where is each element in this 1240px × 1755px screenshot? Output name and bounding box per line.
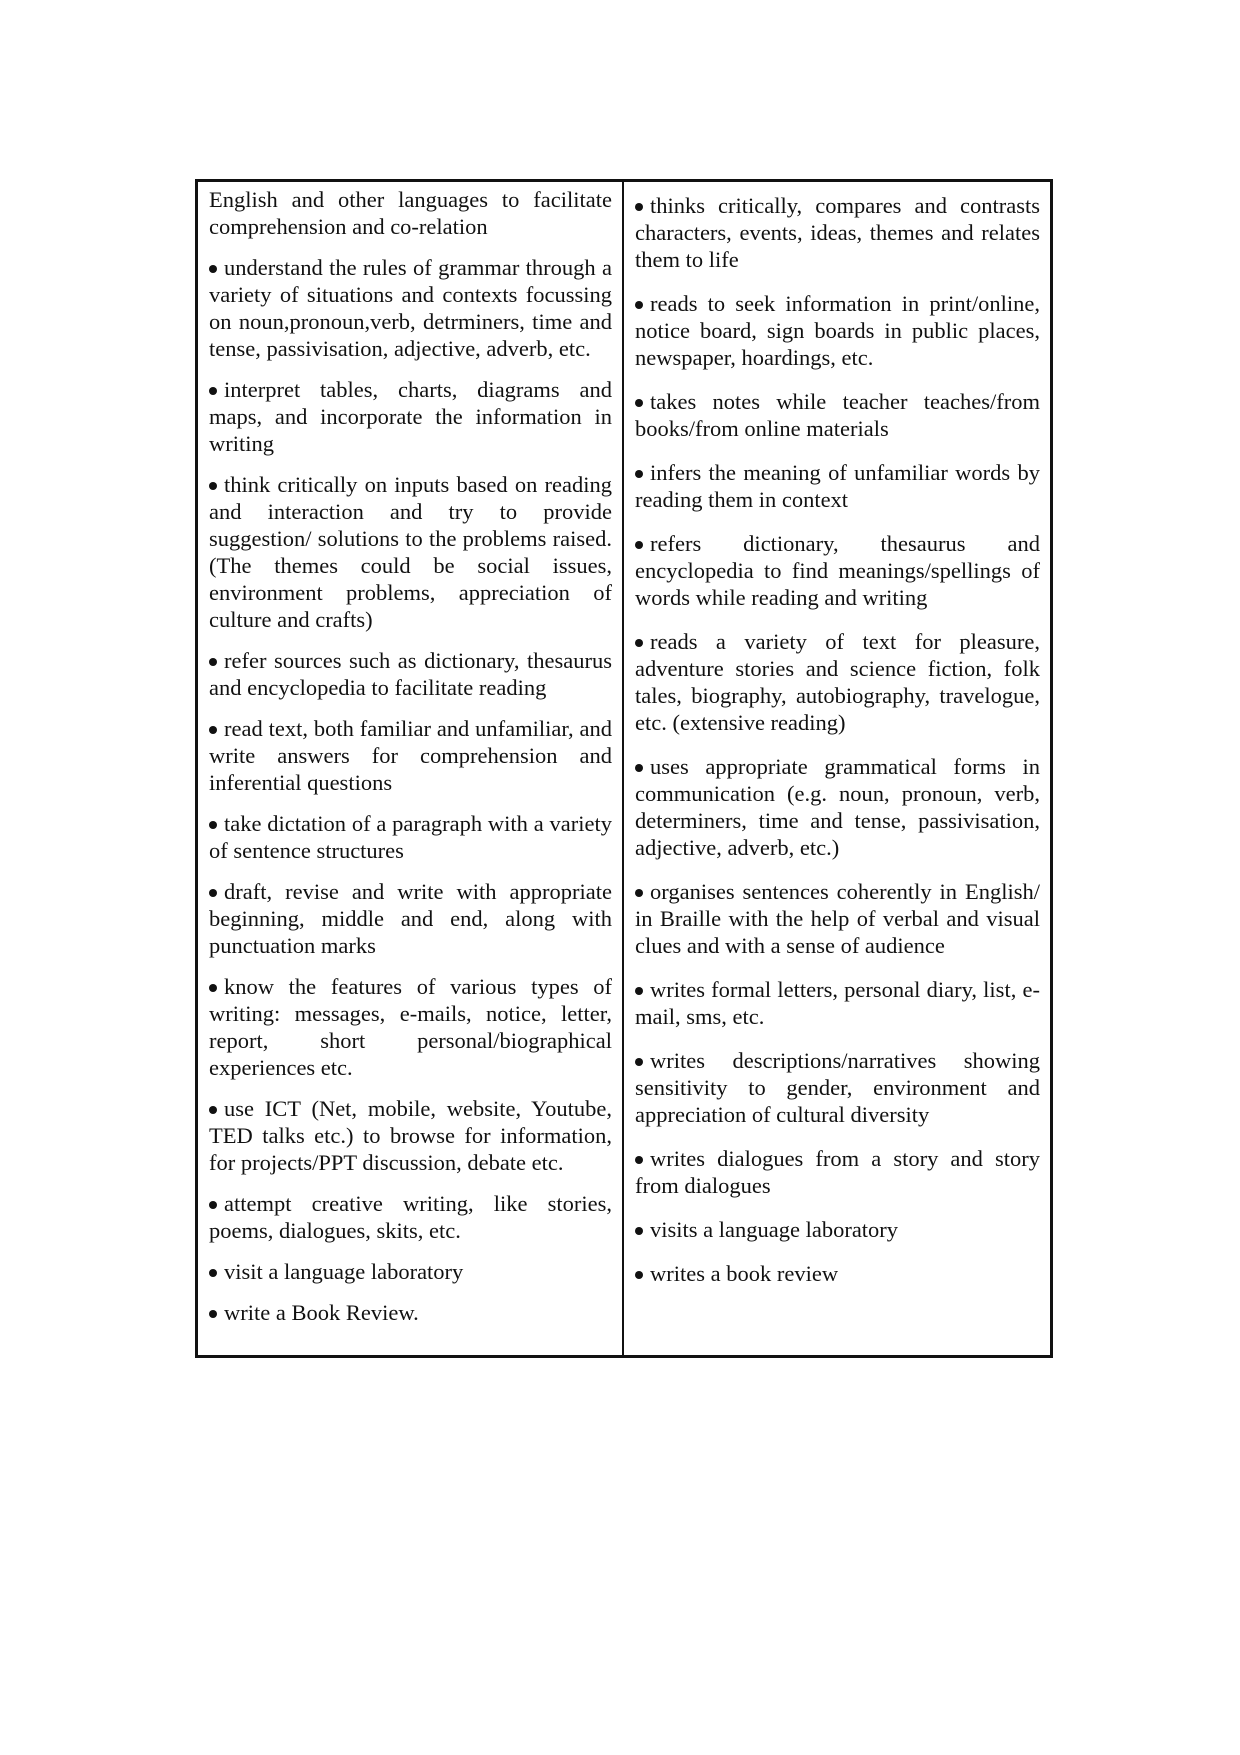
bullet-icon [209, 658, 217, 666]
list-item [209, 376, 612, 457]
learning-outcomes-table [195, 179, 1053, 1358]
list-item-text: writes a book review [650, 1261, 839, 1286]
list-item-text: writes descriptions/narratives showing sensitivity to gender, environment and appreciation of cultural diversity [635, 1048, 1040, 1127]
bullet-icon [209, 265, 217, 273]
list-item [209, 1095, 612, 1176]
bullet-icon [635, 764, 643, 772]
bullet-icon [635, 399, 643, 407]
list-item [635, 1145, 1040, 1199]
bullet-icon [209, 387, 217, 395]
list-item-text: use ICT (Net, mobile, website, Youtube, TED talks etc.) to browse for information, for projects/PPT discussion, debate etc. [209, 1096, 612, 1175]
bullet-icon [635, 987, 643, 995]
list-item-text: attempt creative writing, like stories, poems, dialogues, skits, etc. [209, 1191, 612, 1243]
list-item-text: visits a language laboratory [650, 1217, 899, 1242]
list-item-text: organises sentences coherently in English/ in Braille with the help of verbal and visual clues and with a sense of audience [635, 879, 1040, 958]
list-item-text: read text, both familiar and unfamiliar, and write answers for comprehension and inferential questions [209, 716, 612, 795]
list-item [209, 647, 612, 701]
bullet-icon [635, 1156, 643, 1164]
bullet-icon [635, 1058, 643, 1066]
list-item-text: thinks critically, compares and contrasts characters, events, ideas, themes and relates them to life [635, 193, 1040, 272]
list-item-text: English and other languages to facilitate comprehension and co-relation [209, 187, 612, 239]
list-item [209, 878, 612, 959]
list-item-text: refer sources such as dictionary, thesaurus and encyclopedia to facilitate reading [209, 648, 612, 700]
list-item [635, 388, 1040, 442]
list-item [209, 1258, 612, 1285]
list-item-text: take dictation of a paragraph with a variety of sentence structures [209, 811, 612, 863]
bullet-icon [209, 1269, 217, 1277]
bullet-icon [635, 301, 643, 309]
bullet-icon [635, 889, 643, 897]
list-item-text: write a Book Review. [224, 1300, 419, 1325]
bullet-icon [209, 726, 217, 734]
list-item [209, 715, 612, 796]
right-column-learning-outcomes [624, 182, 1050, 1355]
list-item [635, 1216, 1040, 1243]
bullet-icon [635, 1227, 643, 1235]
list-item [209, 471, 612, 633]
bullet-icon [209, 1106, 217, 1114]
list-item-text: writes formal letters, personal diary, list, e-mail, sms, etc. [635, 977, 1040, 1029]
list-item [209, 254, 612, 362]
list-item [209, 810, 612, 864]
list-item [635, 192, 1040, 273]
list-item-text: understand the rules of grammar through a variety of situations and contexts focussing on noun,pronoun,verb, detrminers, time and tense, passivisation, adjective, adverb, etc. [209, 255, 612, 361]
left-column-pedagogical-processes [198, 182, 624, 1355]
list-item [635, 1047, 1040, 1128]
bullet-icon [209, 889, 217, 897]
list-item-text: draft, revise and write with appropriate beginning, middle and end, along with punctuation marks [209, 879, 612, 958]
bullet-icon [635, 639, 643, 647]
list-item [635, 459, 1040, 513]
list-item [635, 753, 1040, 861]
bullet-icon [209, 984, 217, 992]
list-item [209, 186, 612, 240]
bullet-icon [209, 1201, 217, 1209]
list-item [635, 628, 1040, 736]
bullet-icon [209, 482, 217, 490]
list-item [209, 1190, 612, 1244]
list-item-text: reads to seek information in print/online, notice board, sign boards in public places, newspaper, hoardings, etc. [635, 291, 1040, 370]
list-item [635, 290, 1040, 371]
bullet-icon [635, 541, 643, 549]
list-item-text: interpret tables, charts, diagrams and maps, and incorporate the information in writing [209, 377, 612, 456]
list-item [635, 1260, 1040, 1287]
bullet-icon [209, 821, 217, 829]
list-item-text: know the features of various types of writing: messages, e-mails, notice, letter, report, short personal/biographical experiences etc. [209, 974, 612, 1080]
list-item-text: refers dictionary, thesaurus and encyclopedia to find meanings/spellings of words while reading and writing [635, 531, 1040, 610]
list-item-text: writes dialogues from a story and story from dialogues [635, 1146, 1040, 1198]
list-item-text: takes notes while teacher teaches/from books/from online materials [635, 389, 1040, 441]
list-item-text: visit a language laboratory [224, 1259, 464, 1284]
list-item [635, 878, 1040, 959]
list-item-text: reads a variety of text for pleasure, adventure stories and science fiction, folk tales, biography, autobiography, travelogue, etc. (extensive reading) [635, 629, 1040, 735]
bullet-icon [209, 1310, 217, 1318]
list-item-text: infers the meaning of unfamiliar words by reading them in context [635, 460, 1040, 512]
bullet-icon [635, 1271, 643, 1279]
list-item [635, 530, 1040, 611]
list-item [635, 976, 1040, 1030]
bullet-icon [635, 203, 643, 211]
bullet-icon [635, 470, 643, 478]
list-item-text: think critically on inputs based on reading and interaction and try to provide suggestion/ solutions to the problems raised. (The themes could be social issues, environment problems, appreciation of culture and crafts) [209, 472, 612, 632]
list-item-text: uses appropriate grammatical forms in communication (e.g. noun, pronoun, verb, determiners, time and tense, passivisation, adjective, adverb, etc.) [635, 754, 1040, 860]
list-item [209, 1299, 612, 1326]
list-item [209, 973, 612, 1081]
